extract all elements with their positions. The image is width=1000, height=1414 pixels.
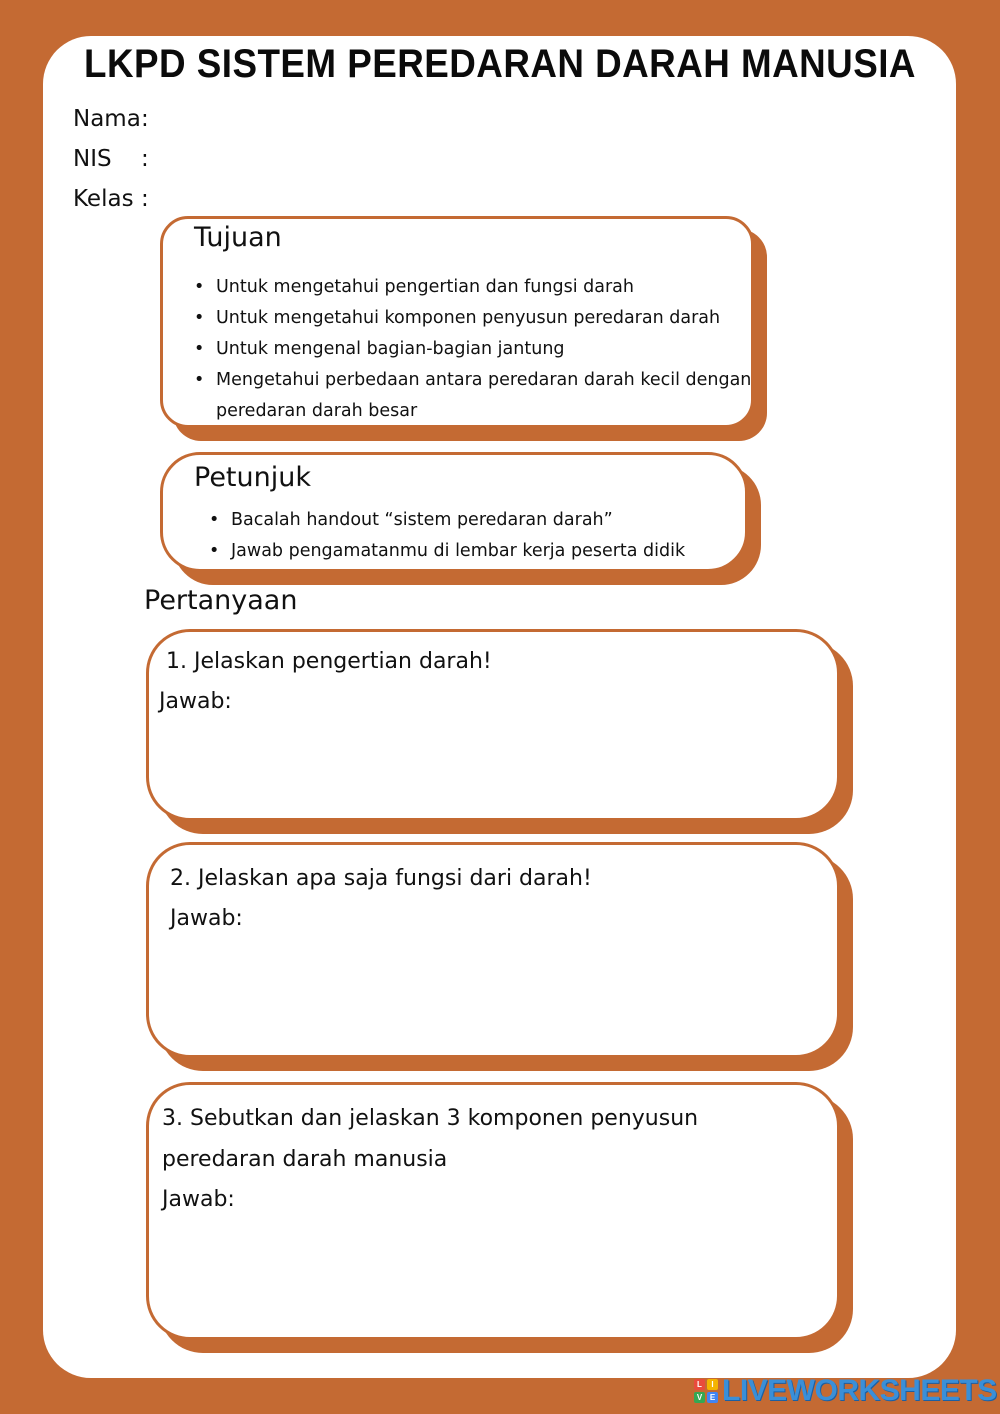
kelas-colon: : (141, 186, 149, 212)
tujuan-item: • Untuk mengetahui pengertian dan fungsi darah (192, 272, 764, 303)
petunjuk-item: • Bacalah handout “sistem peredaran darah” (207, 505, 727, 536)
answer-2-input[interactable] (170, 940, 820, 1044)
question-3-answer-label: Jawab: (162, 1187, 235, 1212)
tujuan-item: • Untuk mengenal bagian-bagian jantung (192, 334, 764, 365)
nis-field-row (73, 146, 149, 172)
kelas-field-row (73, 186, 149, 212)
petunjuk-list (207, 505, 727, 567)
logo-mark-letter: I (707, 1379, 718, 1390)
question-1-text: 1. Jelaskan pengertian darah! (166, 649, 492, 674)
petunjuk-heading: Petunjuk (194, 462, 311, 493)
pertanyaan-heading: Pertanyaan (144, 585, 298, 616)
liveworksheets-logo-text: LIVEWORKSHEETS (722, 1374, 997, 1407)
kelas-label: Kelas (73, 186, 134, 212)
page-title: LKPD SISTEM PEREDARAN DARAH MANUSIA (84, 42, 916, 86)
question-3-text: 3. Sebutkan dan jelaskan 3 komponen penyusun peredaran darah manusia (162, 1106, 699, 1172)
tujuan-item: • Mengetahui perbedaan antara peredaran darah kecil dengan peredaran darah besar (192, 365, 764, 427)
logo-mark-letter: V (694, 1392, 705, 1403)
logo-mark-letter: L (694, 1379, 705, 1390)
tujuan-item: • Untuk mengetahui komponen penyusun peredaran darah (192, 303, 764, 334)
nis-colon: : (141, 146, 149, 172)
petunjuk-item: • Jawab pengamatanmu di lembar kerja peserta didik (207, 536, 727, 567)
nis-label: NIS (73, 146, 112, 172)
question-2-answer-label: Jawab: (170, 906, 243, 931)
name-label: Nama (73, 106, 141, 132)
name-field-row (73, 106, 149, 132)
tujuan-heading: Tujuan (194, 222, 282, 253)
name-colon: : (141, 106, 149, 132)
question-2-text: 2. Jelaskan apa saja fungsi dari darah! (170, 866, 592, 891)
logo-mark-letter: E (707, 1392, 718, 1403)
answer-1-input[interactable] (166, 722, 820, 806)
liveworksheets-logo-icon (694, 1379, 718, 1403)
answer-3-input[interactable] (162, 1222, 820, 1326)
liveworksheets-logo[interactable] (694, 1374, 997, 1408)
question-1-answer-label: Jawab: (159, 689, 232, 714)
tujuan-list (192, 272, 764, 427)
